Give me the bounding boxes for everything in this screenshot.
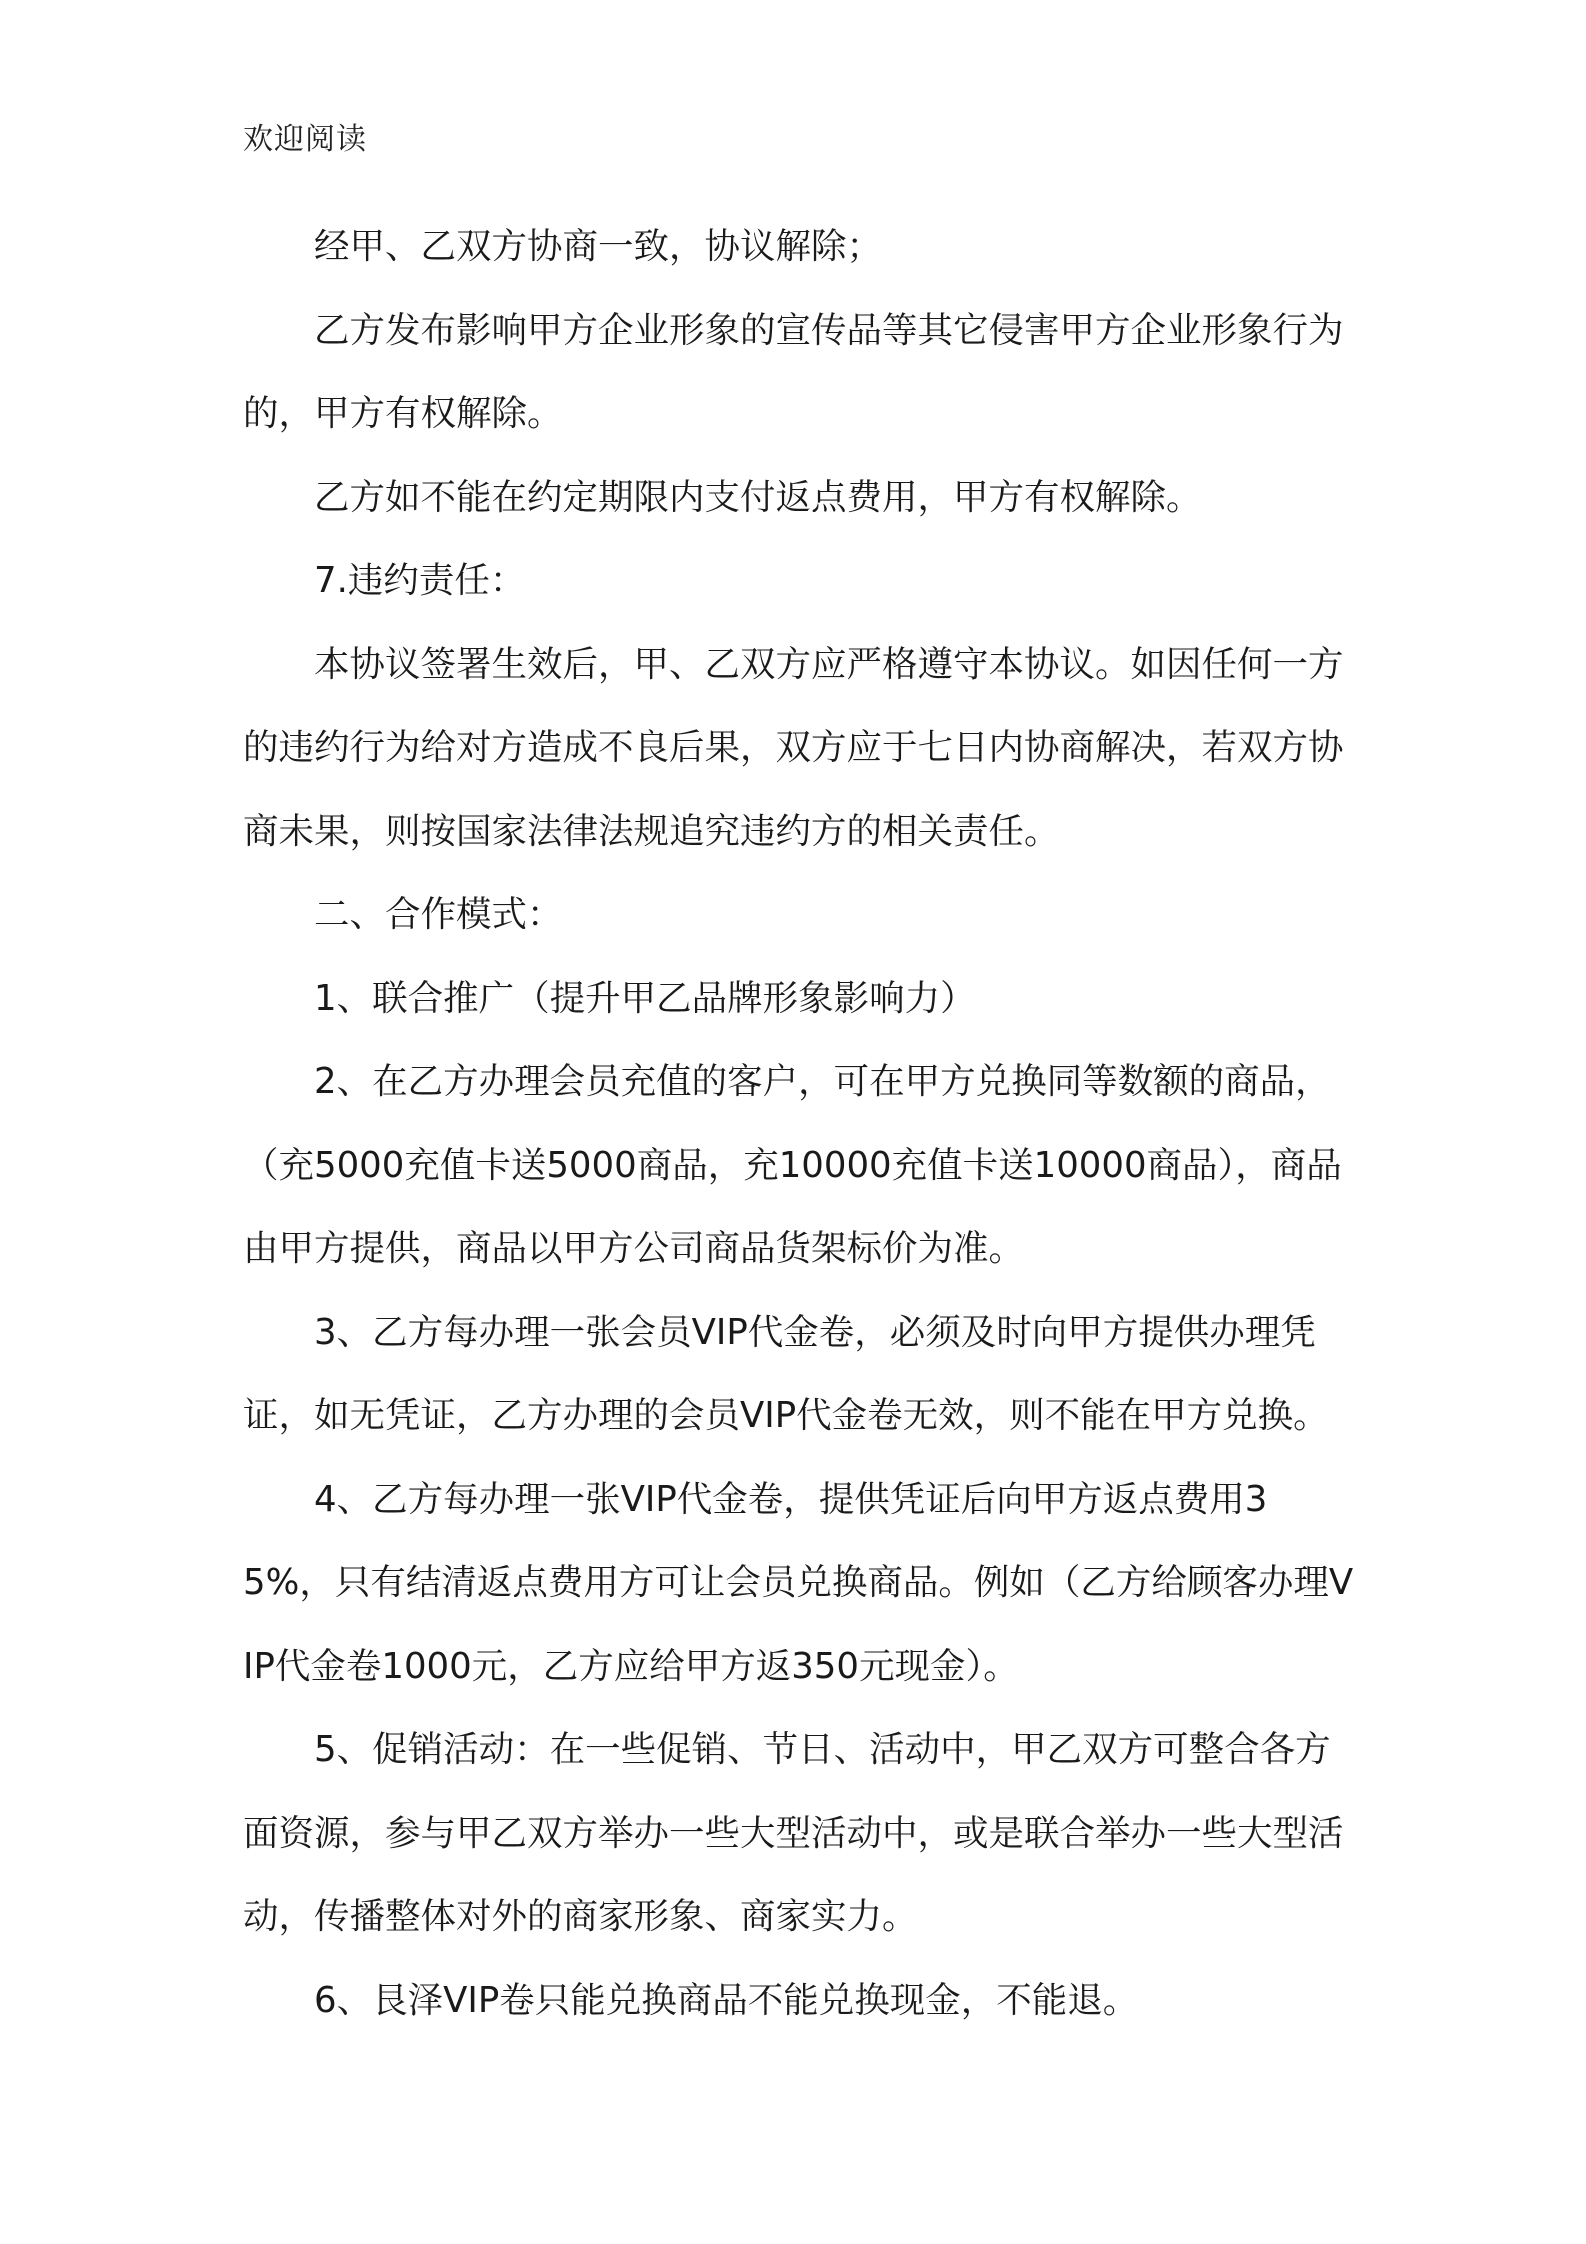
list-item: 4、乙方每办理一张VIP代金卷，提供凭证后向甲方返点费用35%，只有结清返点费用方可让会员兑换商品。例如（乙方给顾客办理VIP代金卷1000元，乙方应给甲方返350元现金）。: [243, 1478, 1354, 1687]
list-item: 2、在乙方办理会员充值的客户，可在甲方兑换同等数额的商品，（充5000充值卡送5000商品，充10000充值卡送10000商品），商品由甲方提供，商品以甲方公司商品货架标价为准。: [243, 1061, 1342, 1269]
section-heading: 二、合作模式：: [314, 894, 563, 935]
paragraph: 经甲、乙双方协商一致，协议解除；: [314, 226, 883, 267]
paragraph: 乙方发布影响甲方企业形象的宣传品等其它侵害甲方企业形象行为的，甲方有权解除。: [243, 309, 1344, 434]
list-item: 5、促销活动：在一些促销、节日、活动中，甲乙双方可整合各方面资源，参与甲乙双方举办一些大型活动中，或是联合举办一些大型活动，传播整体对外的商家形象、商家实力。: [243, 1729, 1344, 1937]
section-heading: 7.违约责任：: [314, 560, 526, 601]
list-item: 1、联合推广（提升甲乙品牌形象影响力）: [314, 977, 976, 1019]
paragraph: 乙方如不能在约定期限内支付返点费用，甲方有权解除。: [314, 476, 1202, 518]
page-header: 欢迎阅读: [243, 122, 367, 157]
list-item: 3、乙方每办理一张会员VIP代金卷，必须及时向甲方提供办理凭证，如无凭证，乙方办理的会员VIP代金卷无效，则不能在甲方兑换。: [243, 1311, 1329, 1436]
paragraph: 本协议签署生效后，甲、乙双方应严格遵守本协议。如因任何一方的违约行为给对方造成不良后果，双方应于七日内协商解决，若双方协商未果，则按国家法律法规追究违约方的相关责任。: [243, 643, 1344, 852]
document-body: [243, 205, 1355, 2042]
list-item: 6、艮泽VIP卷只能兑换商品不能兑换现金，不能退。: [314, 1979, 1139, 2021]
